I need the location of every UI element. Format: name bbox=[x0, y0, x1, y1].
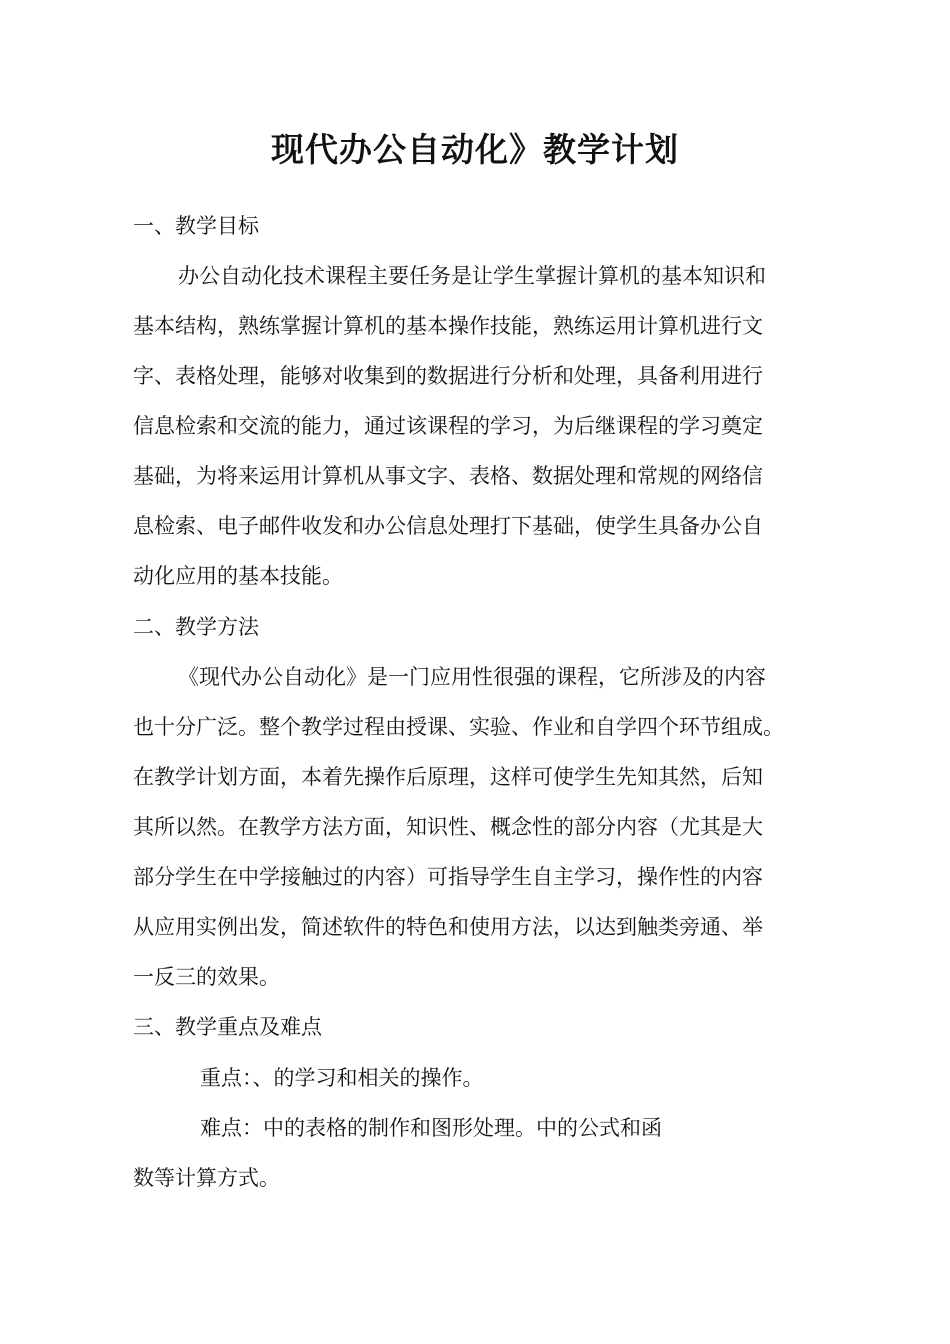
paragraph-line: 也十分广泛。整个教学过程由授课、实验、作业和自学四个环节组成。 bbox=[133, 715, 784, 739]
paragraph-line: 在教学计划方面，本着先操作后原理，这样可使学生先知其然，后知 bbox=[133, 765, 763, 789]
paragraph-line: 办公自动化技术课程主要任务是让学生掌握计算机的基本知识和 bbox=[178, 264, 766, 288]
paragraph-line: 《现代办公自动化》是一门应用性很强的课程，它所涉及的内容 bbox=[178, 665, 766, 689]
section-heading-objectives: 一、教学目标 bbox=[133, 214, 259, 238]
document-title: 现代办公自动化》教学计划 bbox=[271, 130, 679, 169]
paragraph-line: 基本结构，熟练掌握计算机的基本操作技能，熟练运用计算机进行文 bbox=[133, 314, 763, 338]
paragraph-line: 动化应用的基本技能。 bbox=[133, 564, 343, 588]
paragraph-line: 其所以然。在教学方法方面，知识性、概念性的部分内容（尤其是大 bbox=[133, 815, 763, 839]
section-heading-methods: 二、教学方法 bbox=[133, 615, 259, 639]
key-point-line: 重点：、的学习和相关的操作。 bbox=[200, 1066, 484, 1090]
difficulty-line: 难点：中的表格的制作和图形处理。中的公式和函 bbox=[200, 1116, 662, 1140]
paragraph-line: 从应用实例出发，简述软件的特色和使用方法，以达到触类旁通、举 bbox=[133, 915, 763, 939]
paragraph-line: 基础，为将来运用计算机从事文字、表格、数据处理和常规的网络信 bbox=[133, 464, 763, 488]
paragraph-line: 部分学生在中学接触过的内容）可指导学生自主学习，操作性的内容 bbox=[133, 865, 763, 889]
paragraph-line: 一反三的效果。 bbox=[133, 965, 280, 989]
paragraph-line: 信息检索和交流的能力，通过该课程的学习，为后继课程的学习奠定 bbox=[133, 414, 763, 438]
paragraph-line: 数等计算方式。 bbox=[133, 1166, 280, 1190]
paragraph-line: 字、表格处理，能够对收集到的数据进行分析和处理，具备利用进行 bbox=[133, 364, 763, 388]
section-heading-key-points: 三、教学重点及难点 bbox=[133, 1015, 322, 1039]
paragraph-line: 息检索、电子邮件收发和办公信息处理打下基础，使学生具备办公自 bbox=[133, 514, 763, 538]
